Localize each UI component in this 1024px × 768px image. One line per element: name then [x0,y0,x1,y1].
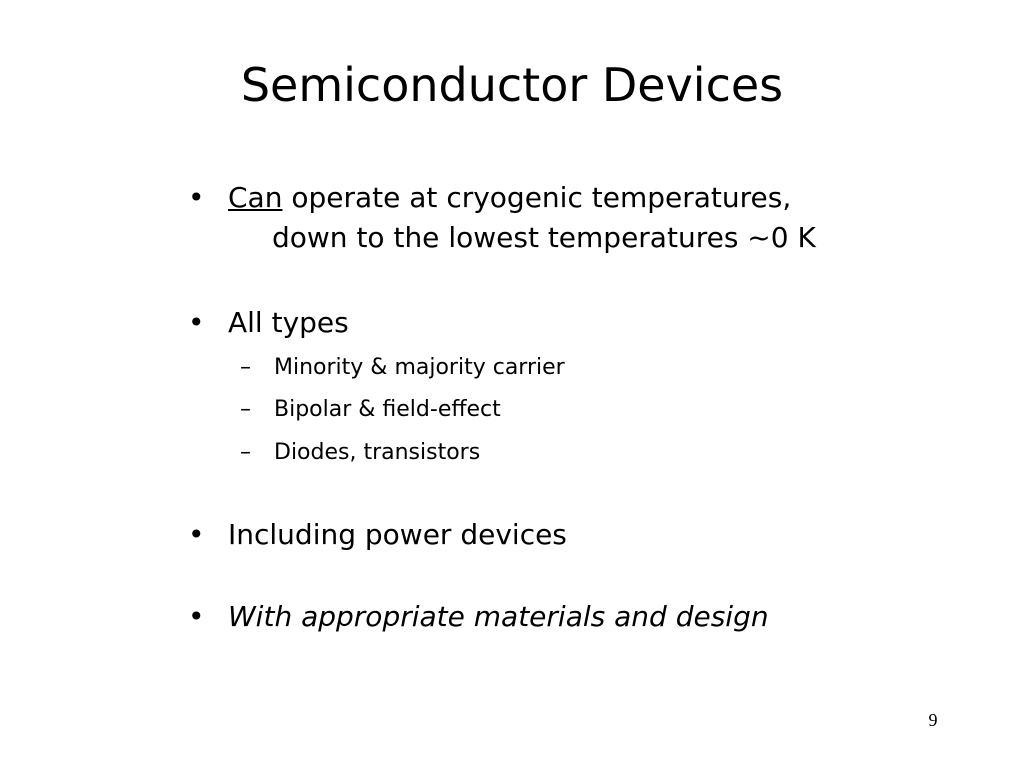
slide-title: Semiconductor Devices [240,58,784,112]
bullet-text: All types [228,306,349,339]
page-number: 9 [928,710,938,730]
bullet-text-italic: With appropriate materials and design [228,600,769,633]
bullet-text-rest: operate at cryogenic temperatures, [282,181,792,214]
subitem-marker: – [240,397,251,422]
bullet-marker: • [188,600,205,633]
subitem-text: Minority & majority carrier [274,355,565,380]
bullet-marker: • [188,518,205,551]
subitem-text: Diodes, transistors [274,440,481,465]
subitem-text: Bipolar & field-effect [274,397,501,422]
subitem-marker: – [240,355,251,380]
bullet-text [228,178,791,218]
bullet-text: Including power devices [228,518,567,551]
bullet-continuation: down to the lowest temperatures ~0 K [272,221,816,254]
subitem-marker: – [240,440,251,465]
bullet-marker: • [188,306,205,339]
bullet-marker: • [188,181,205,214]
underlined-emphasis: Can [228,181,283,214]
